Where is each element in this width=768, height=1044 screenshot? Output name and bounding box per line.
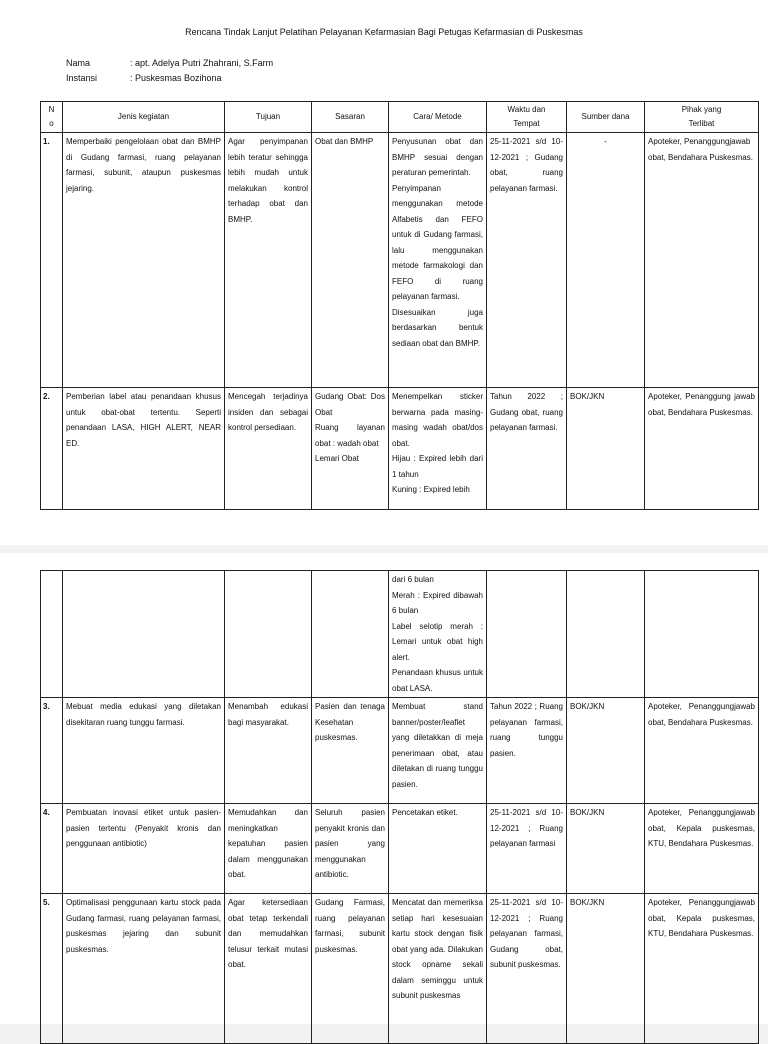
table-header-row — [41, 102, 759, 133]
table-row — [41, 894, 759, 1044]
row-pihak — [645, 571, 759, 698]
row-cara: dari 6 bulan Merah : Expired dibawah 6 bulan Label selotip merah : Lemari untuk obat high alert. Penandaan khusus untuk obat LASA. — [389, 571, 487, 698]
row-no: 4. — [41, 804, 63, 894]
instansi-label: Instansi — [66, 73, 98, 83]
row-sasaran: Gudang Obat: Dos Obat Ruang layanan obat : wadah obat Lemari Obat — [312, 388, 389, 510]
header-no: N o — [41, 102, 63, 133]
meta-instansi — [66, 73, 222, 83]
row-pihak: Apoteker, Penanggungjawab obat, Bendahara Puskesmas. — [645, 133, 759, 388]
document-title: Rencana Tindak Lanjut Pelatihan Pelayanan Kefarmasian Bagi Petugas Kefarmasian di Puskesmas — [185, 27, 583, 37]
table-row — [41, 133, 759, 388]
header-tujuan: Tujuan — [225, 102, 312, 133]
row-no — [41, 571, 63, 698]
row-jenis: Pemberian label atau penandaan khusus untuk obat-obat tertentu. Seperti penandaan LASA, HIGH ALERT, NEAR ED. — [63, 388, 225, 510]
row-cara: Pencetakan etiket. — [389, 804, 487, 894]
header-sasaran: Sasaran — [312, 102, 389, 133]
row-waktu: Tahun 2022 ; Ruang pelayanan farmasi, ruang tunggu pasien. — [487, 698, 567, 804]
row-sumber: BOK/JKN — [567, 804, 645, 894]
row-tujuan: Mencegah terjadinya insiden dan sebagai kontrol persediaan. — [225, 388, 312, 510]
row-waktu: 25-11-2021 s/d 10-12-2021 ; Ruang pelayanan farmasi, Gudang obat, subunit puskesmas. — [487, 894, 567, 1044]
row-tujuan: Agar penyimpanan lebih teratur sehingga lebih mudah untuk melakukan kontrol terhadap obat dan BMHP. — [225, 133, 312, 388]
row-jenis: Optimalisasi penggunaan kartu stock pada Gudang farmasi, ruang pelayanan farmasi, puskesmas jejaring dan subunit puskesmas. — [63, 894, 225, 1044]
table-row — [41, 698, 759, 804]
row-sumber — [567, 571, 645, 698]
row-cara: Membuat stand banner/poster/leaflet yang diletakkan di meja penerimaan obat, atau diletakan di ruang tunggu pasien. — [389, 698, 487, 804]
row-tujuan: Agar ketersediaan obat tetap terkendali dan memudahkan telusur terkait mutasi obat. — [225, 894, 312, 1044]
row-cara: Menempelkan sticker berwarna pada masing-masing wadah obat/dos obat. Hijau : Expired lebih dari 1 tahun Kuning : Expired lebih — [389, 388, 487, 510]
plan-table — [40, 101, 759, 510]
instansi-value: : Puskesmas Bozihona — [130, 73, 222, 83]
meta-nama — [66, 58, 273, 68]
nama-value: : apt. Adelya Putri Zhahrani, S.Farm — [130, 58, 274, 68]
row-jenis: Memperbaiki pengelolaan obat dan BMHP di Gudang farmasi, ruang pelayanan farmasi, subunit, ataupun puskesmas jejaring. — [63, 133, 225, 388]
table-row — [41, 388, 759, 510]
table-row-continuation — [41, 571, 759, 698]
document-page-2 — [0, 553, 768, 1024]
header-sumber: Sumber dana — [567, 102, 645, 133]
row-no: 1. — [41, 133, 63, 388]
row-pihak: Apoteker, Penanggungjawab obat, Bendahara Puskesmas. — [645, 698, 759, 804]
row-cara: Penyusunan obat dan BMHP sesuai dengan peraturan pemerintah. Penyimpanan menggunakan metode Alfabetis dan FEFO untuk di Gudang farmasi, lalu menggunakan metode farmakologi dan FEFO di ruang pelayanan farmasi. Disesuaikan juga berdasarkan bentuk sediaan obat dan BMHP. — [389, 133, 487, 388]
row-sumber: BOK/JKN — [567, 698, 645, 804]
row-pihak: Apoteker, Penanggungjawab obat, Kepala puskesmas, KTU, Bendahara Puskesmas. — [645, 804, 759, 894]
row-waktu: 25-11-2021 s/d 10-12-2021 ; Ruang pelayanan farmasi — [487, 804, 567, 894]
row-waktu — [487, 571, 567, 698]
row-sasaran: Seluruh pasien penyakit kronis dan pasien yang menggunakan antibiotic. — [312, 804, 389, 894]
row-waktu: 25-11-2021 s/d 10-12-2021 ; Gudang obat, ruang pelayanan farmasi. — [487, 133, 567, 388]
nama-label: Nama — [66, 58, 91, 68]
row-sasaran — [312, 571, 389, 698]
plan-table-continued — [40, 570, 759, 1044]
row-tujuan: Menambah edukasi bagi masyarakat. — [225, 698, 312, 804]
row-pihak: Apoteker, Penanggung jawab obat, Bendahara Puskesmas. — [645, 388, 759, 510]
row-tujuan — [225, 571, 312, 698]
header-cara: Cara/ Metode — [389, 102, 487, 133]
row-cara: Mencatat dan memeriksa setiap hari kesesuaian kartu stock dengan fisik obat yang ada. Dilakukan stock opname sekali dalam seminggu untuk subunit puskesmas — [389, 894, 487, 1044]
row-sumber: - — [567, 133, 645, 388]
row-sumber: BOK/JKN — [567, 388, 645, 510]
row-no: 2. — [41, 388, 63, 510]
row-jenis: Mebuat media edukasi yang diletakan disekitaran ruang tunggu farmasi. — [63, 698, 225, 804]
row-jenis: Pembuatan inovasi etiket untuk pasien-pasien tertentu (Penyakit kronis dan penggunaan antibiotic) — [63, 804, 225, 894]
row-sasaran: Obat dan BMHP — [312, 133, 389, 388]
row-no: 3. — [41, 698, 63, 804]
table-row — [41, 804, 759, 894]
header-pihak: Pihak yang Terlibat — [645, 102, 759, 133]
row-no: 5. — [41, 894, 63, 1044]
row-jenis — [63, 571, 225, 698]
row-sumber: BOK/JKN — [567, 894, 645, 1044]
row-waktu: Tahun 2022 ; Gudang obat, ruang pelayanan farmasi. — [487, 388, 567, 510]
header-jenis: Jenis kegiatan — [63, 102, 225, 133]
row-tujuan: Memudahkan dan meningkatkan kepatuhan pasien dalam menggunakan obat. — [225, 804, 312, 894]
row-sasaran: Gudang Farmasi, ruang pelayanan farmasi, subunit puskesmas. — [312, 894, 389, 1044]
header-waktu: Waktu dan Tempat — [487, 102, 567, 133]
row-sasaran: Pasien dan tenaga Kesehatan puskesmas. — [312, 698, 389, 804]
row-pihak: Apoteker, Penanggungjawab obat, Kepala puskesmas, KTU, Bendahara Puskesmas. — [645, 894, 759, 1044]
